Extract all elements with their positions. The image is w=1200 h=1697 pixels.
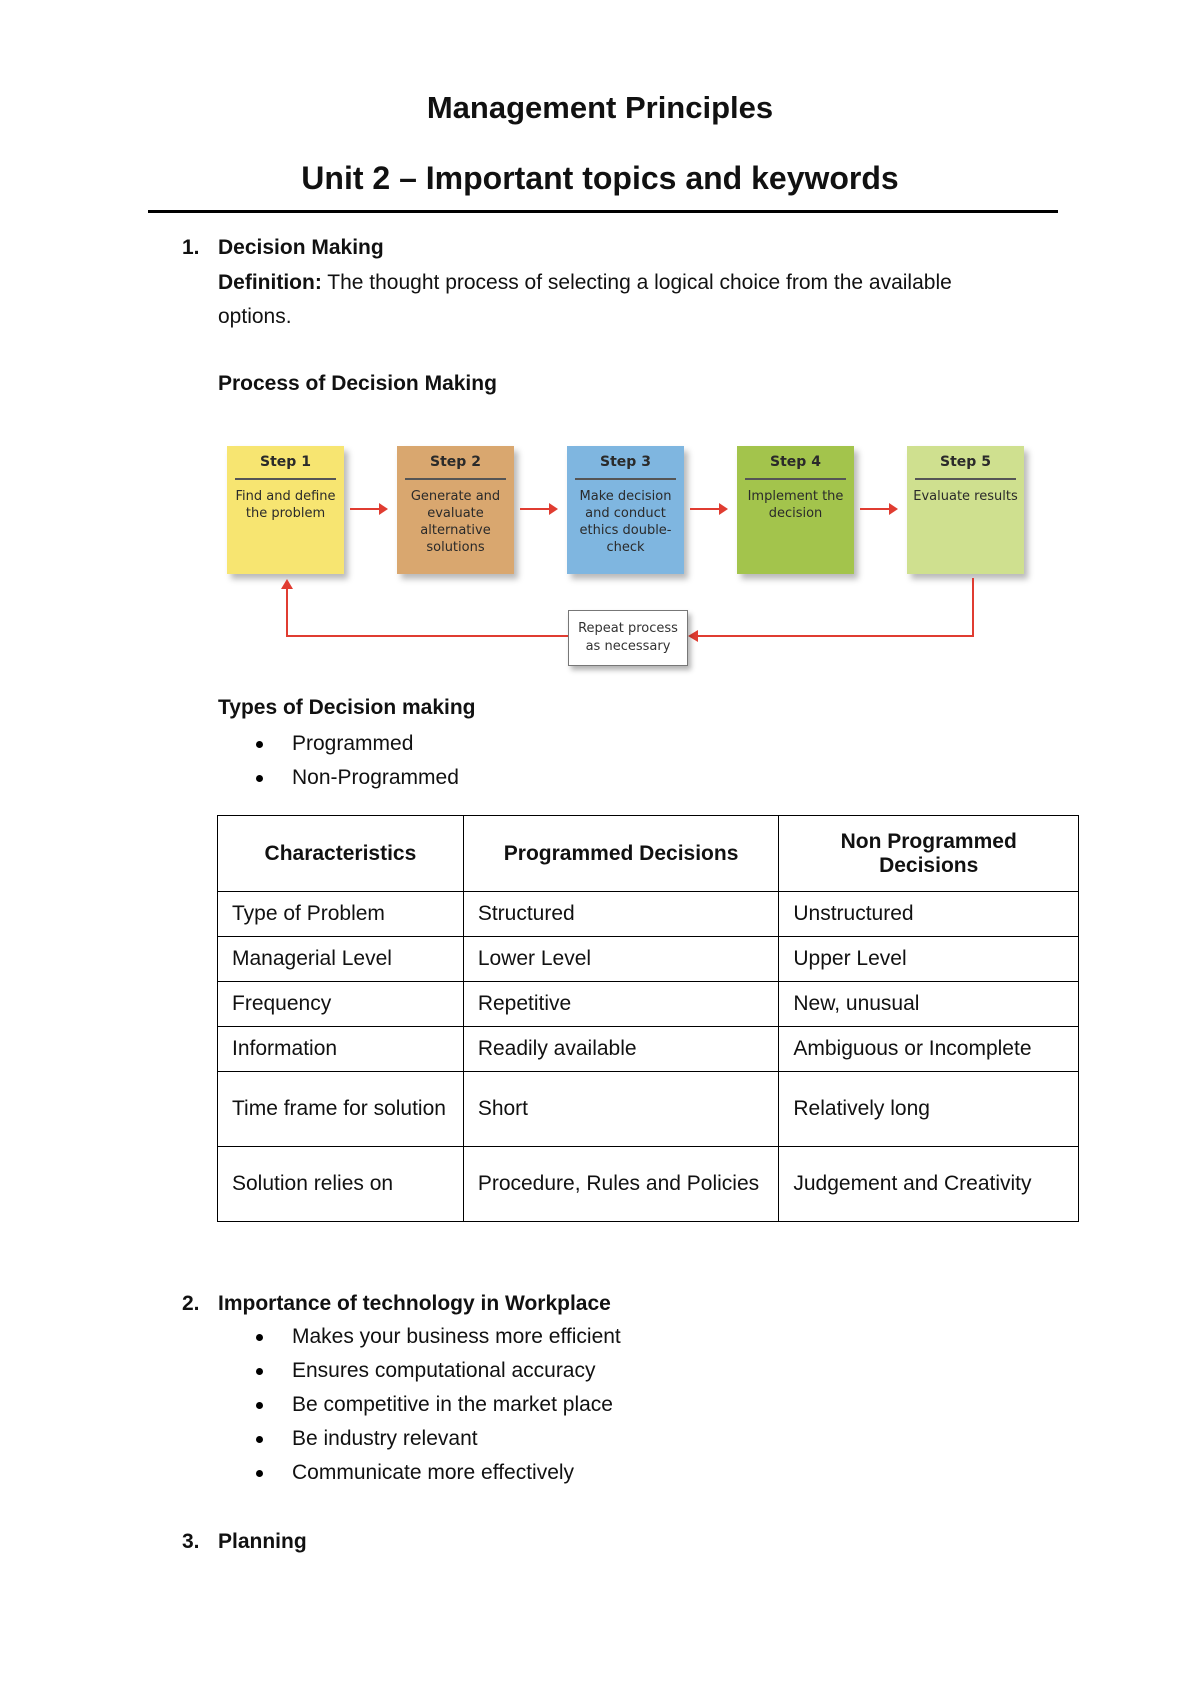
table-cell: Upper Level — [779, 937, 1079, 982]
section-3-title: Planning — [218, 1530, 307, 1553]
table-cell: Unstructured — [779, 892, 1079, 937]
repeat-process-label: Repeat process as necessary — [578, 621, 678, 654]
list-item: Non-Programmed — [218, 761, 459, 795]
table-cell: Judgement and Creativity — [779, 1147, 1079, 1222]
table-cell: Ambiguous or Incomplete — [779, 1027, 1079, 1072]
table-cell: New, unusual — [779, 982, 1079, 1027]
table-cell: Structured — [463, 892, 779, 937]
table-cell: Procedure, Rules and Policies — [463, 1147, 779, 1222]
step-4-text: Implement the decision — [747, 489, 844, 521]
table-header-row — [218, 816, 1079, 892]
list-item: Programmed — [218, 727, 459, 761]
table-header-cell: Programmed Decisions — [463, 816, 779, 892]
section-1-number: 1. — [182, 236, 200, 259]
table-cell: Repetitive — [463, 982, 779, 1027]
step-3-text: Make decision and conduct ethics double-check — [579, 489, 672, 555]
loop-line-right — [972, 578, 974, 636]
table-cell: Information — [218, 1027, 464, 1072]
step-5-text: Evaluate results — [913, 489, 1018, 504]
loop-line-bottom-left — [286, 635, 568, 637]
arrow-step1-step2 — [350, 508, 386, 510]
step-1-box — [227, 446, 344, 574]
step-3-label: Step 3 — [575, 446, 676, 480]
decision-process-diagram — [220, 440, 1050, 680]
loop-line-left — [286, 588, 288, 637]
loop-line-bottom-right — [698, 635, 974, 637]
table-cell: Readily available — [463, 1027, 779, 1072]
step-5-label: Step 5 — [915, 446, 1016, 480]
table-header-cell: Characteristics — [218, 816, 464, 892]
step-4-box — [737, 446, 854, 574]
section-2-title: Importance of technology in Workplace — [218, 1292, 611, 1315]
step-5-box — [907, 446, 1024, 574]
definition-text: The thought process of selecting a logical choice from the available options. — [218, 271, 952, 328]
repeat-process-box — [568, 610, 688, 666]
arrow-step2-step3 — [520, 508, 556, 510]
table-row — [218, 892, 1079, 937]
step-3-box — [567, 446, 684, 574]
table-cell: Solution relies on — [218, 1147, 464, 1222]
step-2-text: Generate and evaluate alternative solutions — [410, 489, 501, 555]
decision-comparison-table — [217, 815, 1079, 1222]
table-row — [218, 1147, 1079, 1222]
process-heading: Process of Decision Making — [218, 372, 497, 395]
table-cell: Relatively long — [779, 1072, 1079, 1147]
table-cell: Short — [463, 1072, 779, 1147]
section-1-title: Decision Making — [218, 236, 384, 259]
table-row — [218, 1027, 1079, 1072]
list-item: Makes your business more efficient — [218, 1320, 621, 1354]
table-header-cell: Non Programmed Decisions — [779, 816, 1079, 892]
table-cell: Managerial Level — [218, 937, 464, 982]
table-row — [218, 982, 1079, 1027]
arrow-step3-step4 — [690, 508, 726, 510]
table-row — [218, 1072, 1079, 1147]
list-item: Be competitive in the market place — [218, 1388, 621, 1422]
section-3-number: 3. — [182, 1530, 200, 1553]
list-item: Be industry relevant — [218, 1422, 621, 1456]
arrow-step4-step5 — [860, 508, 896, 510]
step-2-box — [397, 446, 514, 574]
list-item: Ensures computational accuracy — [218, 1354, 621, 1388]
table-row — [218, 937, 1079, 982]
step-1-label: Step 1 — [235, 446, 336, 480]
loop-arrowhead-left — [688, 630, 698, 642]
page-subtitle: Unit 2 – Important topics and keywords — [301, 160, 899, 196]
section-2-number: 2. — [182, 1292, 200, 1315]
technology-importance-list — [218, 1320, 621, 1490]
types-list — [218, 727, 459, 795]
step-4-label: Step 4 — [745, 446, 846, 480]
step-1-text: Find and define the problem — [235, 489, 336, 521]
list-item: Communicate more effectively — [218, 1456, 621, 1490]
table-cell: Time frame for solution — [218, 1072, 464, 1147]
loop-arrowhead-up — [281, 579, 293, 589]
table-cell: Lower Level — [463, 937, 779, 982]
definition-paragraph — [218, 266, 1018, 334]
table-cell: Type of Problem — [218, 892, 464, 937]
title-divider — [148, 210, 1058, 213]
table-cell: Frequency — [218, 982, 464, 1027]
page-title: Management Principles — [426, 90, 774, 125]
step-2-label: Step 2 — [405, 446, 506, 480]
definition-label: Definition: — [218, 271, 322, 294]
types-heading: Types of Decision making — [218, 696, 476, 719]
